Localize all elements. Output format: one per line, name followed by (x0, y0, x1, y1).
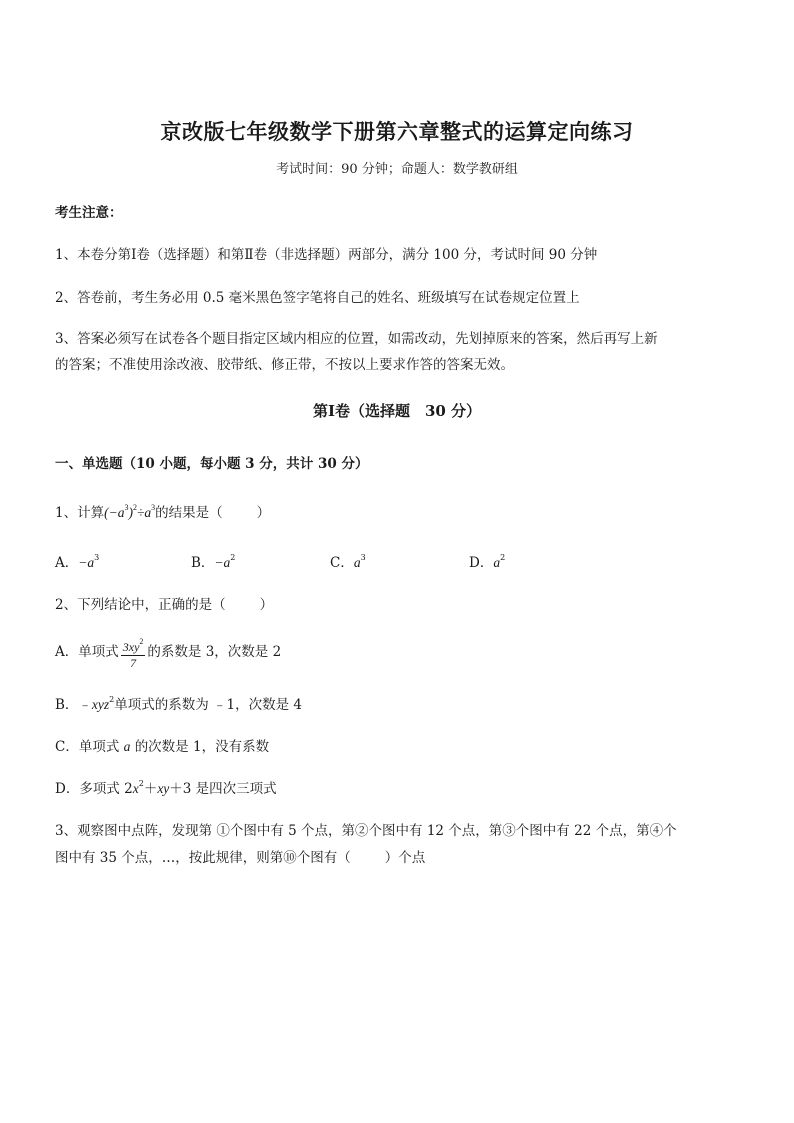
fraction: $\frac{3xy^2}{7}$ (121, 634, 146, 671)
q1-option-c: C．$a^3$ (330, 553, 366, 571)
question-3-line-1: 3、观察图中点阵，发现第 ①个图中有 5 个点，第②个图中有 12 个点，第③个图中有 22 个点，第④个 (55, 823, 677, 839)
part-heading: 一、单选题（10 小题，每小题 3 分，共计 30 分） (55, 456, 369, 472)
q2-option-b: B．﹣xyz$^2$单项式的系数为 ﹣1，次数是 4 (55, 695, 303, 713)
question-2: 2、下列结论中，正确的是（ ） (55, 597, 274, 613)
question-1: 1、计算$(-a^3)^2\div a^3$的结果是（ ） (55, 503, 271, 521)
q2-option-a: A．单项式 $\frac{3xy^2}{7}$ 的系数是 3，次数是 2 (55, 634, 281, 671)
notice-item-1: 1、本卷分第Ⅰ卷（选择题）和第Ⅱ卷（非选择题）两部分，满分 100 分，考试时间 90 分钟 (55, 247, 598, 263)
notice-heading: 考生注意： (55, 205, 123, 221)
q1-expression: $(-a^3)^2\div a^3$ (104, 503, 156, 520)
exam-info: 考试时间：90 分钟；命题人：数学教研组 (276, 162, 518, 177)
question-3-line-2: 图中有 35 个点，…，按此规律，则第⑩个图有（ ）个点 (55, 850, 426, 866)
q1-option-d: D．$a^2$ (469, 553, 506, 571)
section-title: 第Ⅰ卷（选择题 30 分） (312, 402, 482, 420)
notice-item-3-line-2: 的答案；不准使用涂改液、胶带纸、修正带，不按以上要求作答的答案无效。 (55, 357, 514, 373)
q1-prefix: 1、计算 (55, 505, 105, 521)
q1-suffix: 的结果是（ (155, 505, 223, 521)
notice-item-3-line-1: 3、答案必须写在试卷各个题目指定区域内相应的位置，如需改动，先划掉原来的答案，然后再写上新 (55, 331, 658, 347)
page-title: 京改版七年级数学下册第六章整式的运算定向练习 (160, 119, 634, 144)
q1-option-a: A．$-a^3$ (55, 553, 100, 571)
q2-option-c: C．单项式 a 的次数是 1，没有系数 (55, 739, 270, 755)
notice-item-2: 2、答卷前，考生务必用 0.5 毫米黑色签字笔将自己的姓名、班级填写在试卷规定位置上 (55, 290, 580, 306)
q1-option-b: B．$-a^2$ (191, 553, 236, 571)
q2-option-d: D．多项式 $2x^2+xy+3$ 是四次三项式 (55, 779, 277, 797)
